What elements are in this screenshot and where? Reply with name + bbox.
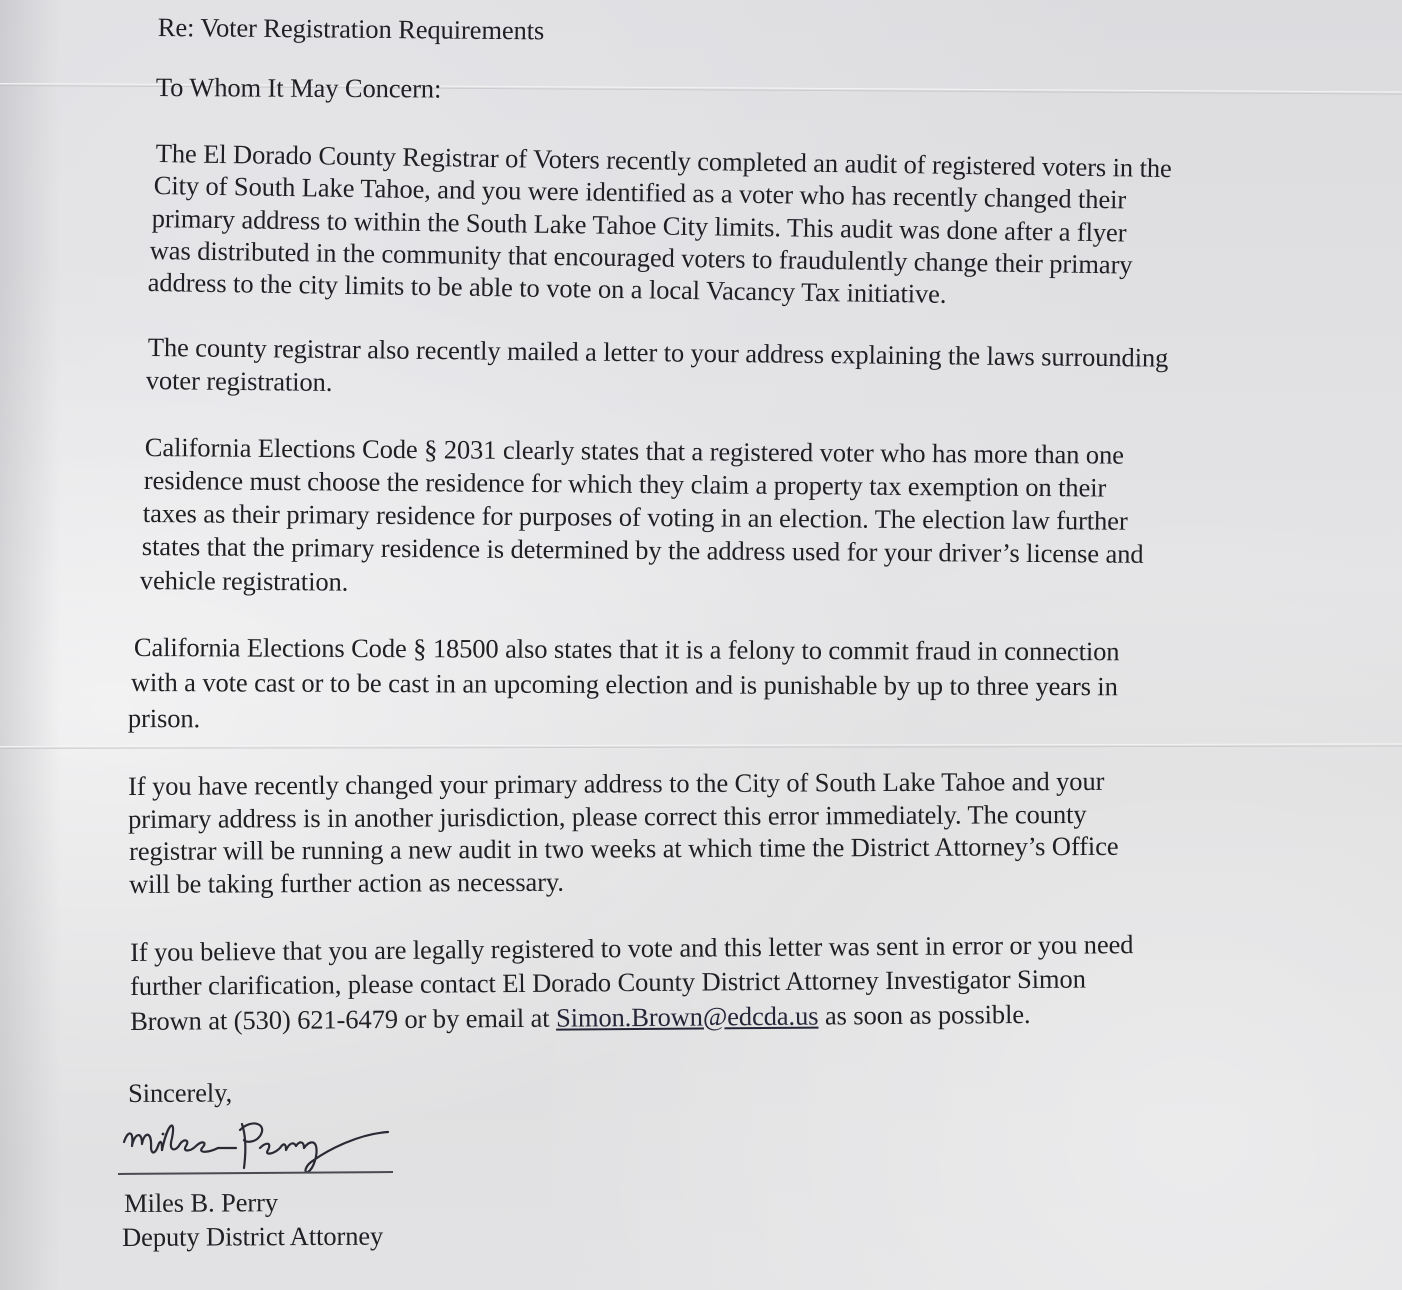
paragraph-5-line: primary address is in another jurisdiction, please correct this error immediately. The county (128, 798, 1087, 834)
paragraph-3-line: states that the primary residence is determined by the address used for your driver’s license and (141, 531, 1144, 569)
paragraph-1-line: was distributed in the community that encouraged voters to fraudulently change their primary (149, 235, 1133, 280)
paragraph-1-line: The El Dorado County Registrar of Voters recently completed an audit of registered voters in the (155, 138, 1172, 184)
paragraph-6-line: If you believe that you are legally registered to vote and this letter was sent in error or you need (130, 929, 1134, 967)
signer-title: Deputy District Attorney (122, 1220, 384, 1252)
paragraph-5-line: If you have recently changed your primary address to the City of South Lake Tahoe and your (128, 765, 1105, 801)
email-link[interactable]: Simon.Brown@edcda.us (555, 1000, 819, 1033)
paragraph-2-line: The county registrar also recently mailed a letter to your address explaining the laws surrounding (147, 332, 1169, 373)
paragraph-5-line: will be taking further action as necessary. (129, 866, 564, 899)
subject-line: Re: Voter Registration Requirements (157, 12, 545, 46)
paragraph-3-line: taxes as their primary residence for purposes of voting in an election. The election law further (142, 498, 1128, 536)
paragraph-3-line: California Elections Code § 2031 clearly states that a registered voter who has more than one (144, 432, 1124, 470)
contact-text: Brown at (530) 621-6479 or by email at (130, 1002, 557, 1036)
paragraph-5-line: registrar will be running a new audit in two weeks at which time the District Attorney’s Office (129, 830, 1119, 866)
paragraph-1-line: primary address to within the South Lake Tahoe City limits. This audit was done after a flyer (151, 203, 1127, 248)
paragraph-4-line: with a vote cast or to be cast in an upcoming election and is punishable by up to three years in (130, 667, 1118, 702)
paragraph-3-line: vehicle registration. (139, 565, 349, 597)
paragraph-3-line: residence must choose the residence for which they claim a property tax exemption on their (143, 465, 1107, 503)
contact-text-end: as soon as possible. (818, 998, 1031, 1031)
paragraph-2-line: voter registration. (145, 365, 333, 397)
paragraph-1-line: City of South Lake Tahoe, and you were identified as a voter who has recently changed their (153, 170, 1127, 215)
paragraph-4-line: California Elections Code § 18500 also states that it is a felony to commit fraud in connection (133, 632, 1120, 667)
salutation: To Whom It May Concern: (155, 72, 442, 104)
handwritten-signature (118, 1112, 408, 1180)
closing: Sincerely, (128, 1077, 233, 1108)
paragraph-1-line: address to the city limits to be able to vote on a local Vacancy Tax initiative. (147, 267, 947, 309)
paragraph-4-line: prison. (127, 703, 201, 734)
paragraph-6-line-3 (130, 999, 1031, 1036)
signer-name: Miles B. Perry (124, 1187, 279, 1218)
paragraph-6-line: further clarification, please contact El Dorado County District Attorney Investigator Simon (130, 963, 1086, 1001)
